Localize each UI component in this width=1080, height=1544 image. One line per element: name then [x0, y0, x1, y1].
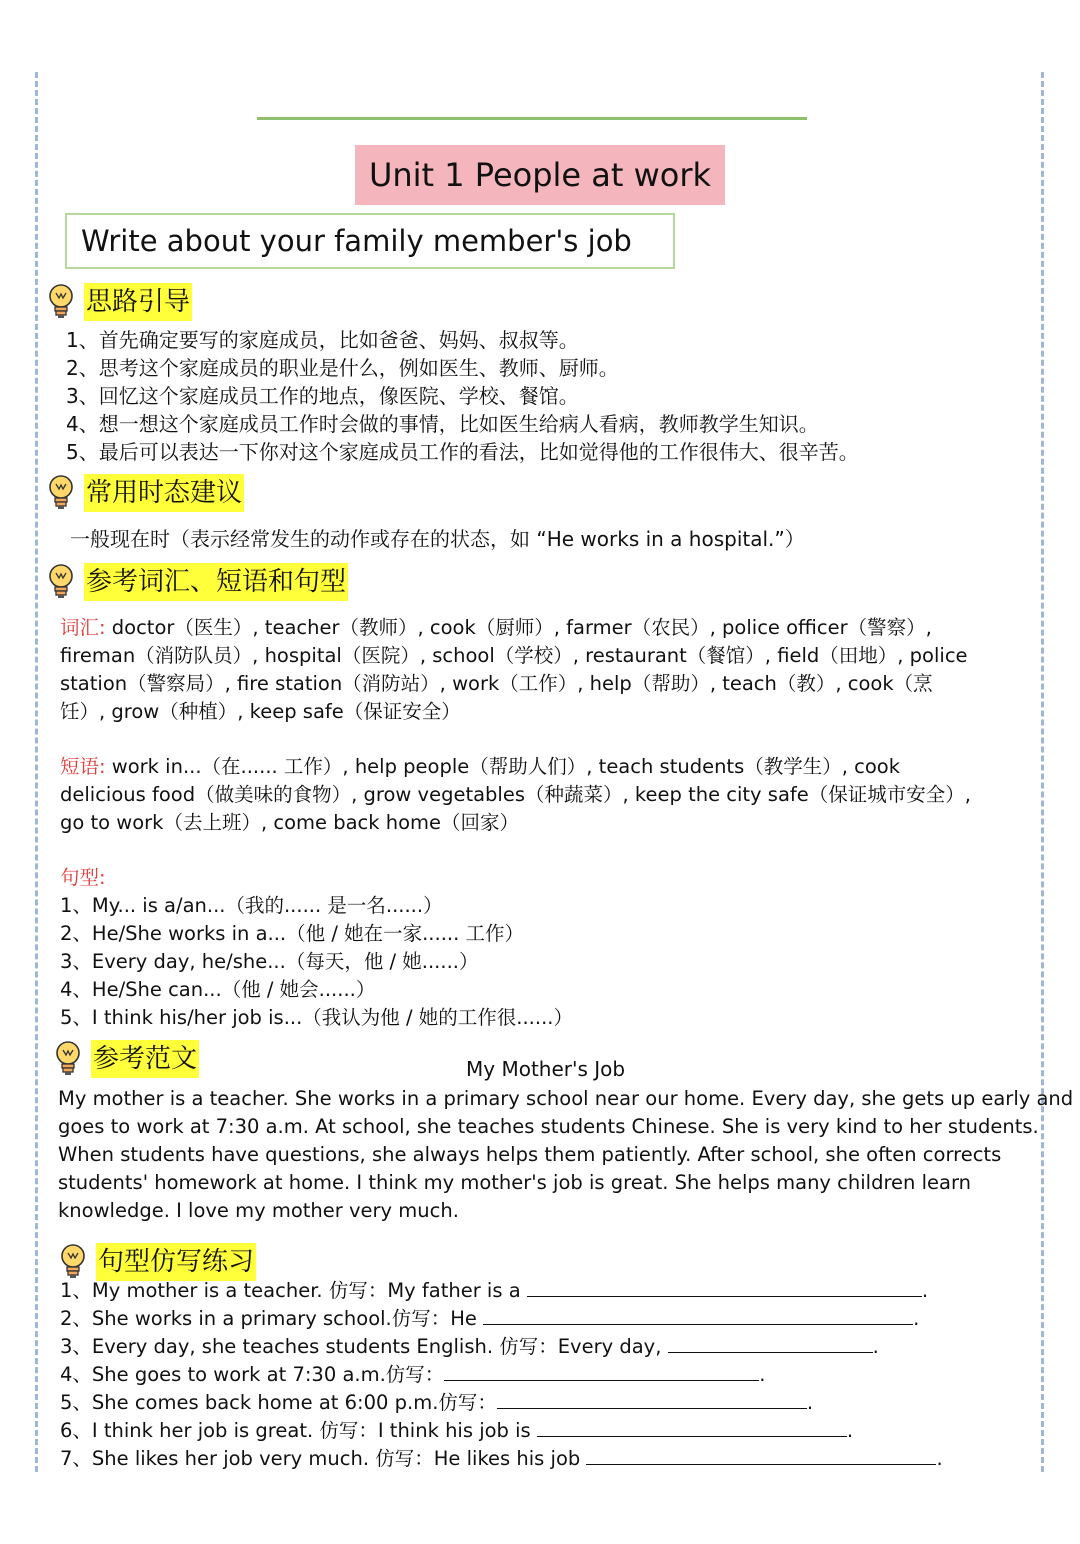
section-practice-heading: [58, 1243, 256, 1281]
exercise-end: .: [846, 1419, 854, 1442]
essay-line: goes to work at 7:30 a.m. At school, she teaches students Chinese. She is very kind to her students.: [58, 1115, 1039, 1138]
exercise-end: .: [913, 1307, 920, 1330]
tense-text: 一般现在时（表示经常发生的动作或存在的状态，如 “He works in a hospital.”）: [70, 527, 805, 551]
vocab-line: station（警察局）, fire station（消防站）, work（工作）, help（帮助）, teach（教）, cook（烹: [60, 672, 933, 695]
lightbulb-icon: [53, 1040, 83, 1078]
exercise-prompt: 2、She works in a primary school.仿写：He: [60, 1307, 484, 1330]
section-heading-text: 常用时态建议: [84, 474, 244, 512]
phrase-line: delicious food（做美味的食物）, grow vegetables（种蔬菜）, keep the city safe（保证城市安全）,: [60, 783, 971, 806]
exercise-end: .: [759, 1363, 766, 1386]
vocabulary-block: [60, 614, 968, 726]
exercise-row: [60, 1417, 943, 1445]
exercise-prompt: 6、I think her job is great. 仿写：I think his job is: [60, 1419, 537, 1442]
pattern-item: 2、He/She works in a...（他 / 她在一家...... 工作）: [60, 922, 524, 945]
pattern-item: 4、He/She can...（他 / 她会......）: [60, 978, 376, 1001]
thinking-guide-list: [66, 326, 859, 466]
exercise-end: .: [936, 1447, 943, 1470]
lightbulb-icon: [58, 1243, 88, 1281]
sample-essay: [58, 1085, 1073, 1225]
task-title: Write about your family member's job: [65, 213, 675, 269]
exercise-end: .: [872, 1335, 879, 1358]
section-heading-text: 思路引导: [84, 283, 192, 321]
section-sample-essay-heading: [53, 1040, 199, 1078]
exercise-row: [60, 1389, 943, 1417]
essay-line: students' homework at home. I think my mother's job is great. She helps many children learn: [58, 1171, 971, 1194]
top-green-rule: [257, 117, 807, 120]
phrase-line: work in...（在...... 工作）, help people（帮助人们）, teach students（教学生）, cook: [105, 755, 901, 778]
unit-title: Unit 1 People at work: [355, 145, 725, 205]
phrase-line: go to work（去上班）, come back home（回家）: [60, 811, 520, 834]
list-item: 4、想一想这个家庭成员工作时会做的事情，比如医生给病人看病，教师教学生知识。: [66, 412, 819, 436]
list-item: 3、回忆这个家庭成员工作的地点，像医院、学校、餐馆。: [66, 384, 579, 408]
pattern-label: 句型:: [60, 866, 106, 889]
answer-blank[interactable]: [527, 1278, 922, 1297]
exercise-end: .: [806, 1391, 814, 1414]
answer-blank[interactable]: [444, 1362, 759, 1381]
exercise-row: [60, 1305, 943, 1333]
section-heading-text: 句型仿写练习: [96, 1243, 256, 1281]
answer-blank[interactable]: [497, 1390, 807, 1409]
vocab-line: fireman（消防队员）, hospital（医院）, school（学校）, restaurant（餐馆）, field（田地）, police: [60, 644, 968, 667]
patterns-block: [60, 864, 573, 1032]
phrase-label: 短语:: [60, 755, 106, 778]
exercise-row: [60, 1277, 943, 1305]
right-dashed-border: [1041, 72, 1044, 1472]
phrases-block: [60, 753, 971, 837]
pattern-item: 1、My... is a/an...（我的...... 是一名......）: [60, 894, 443, 917]
essay-line: When students have questions, she always helps them patiently. After school, she often corrects: [58, 1143, 1002, 1166]
left-dashed-border: [35, 72, 38, 1472]
list-item: 5、最后可以表达一下你对这个家庭成员工作的看法，比如觉得他的工作很伟大、很辛苦。: [66, 440, 859, 464]
pattern-item: 5、I think his/her job is...（我认为他 / 她的工作很......）: [60, 1006, 573, 1029]
answer-blank[interactable]: [668, 1334, 873, 1353]
exercise-prompt: 4、She goes to work at 7:30 a.m.仿写：: [60, 1363, 445, 1386]
answer-blank[interactable]: [483, 1306, 913, 1325]
exercise-row: [60, 1445, 943, 1473]
section-tense-heading: [46, 474, 244, 512]
lightbulb-icon: [46, 563, 76, 601]
section-vocab-heading: [46, 563, 348, 601]
section-thinking-guide-heading: [46, 283, 192, 321]
essay-line: My mother is a teacher. She works in a primary school near our home. Every day, she gets up early and: [58, 1087, 1074, 1110]
pattern-item: 3、Every day, he/she...（每天，他 / 她......）: [60, 950, 479, 973]
exercise-row: [60, 1361, 943, 1389]
lightbulb-icon: [46, 283, 76, 321]
vocab-line: doctor（医生）, teacher（教师）, cook（厨师）, farmer（农民）, police officer（警察）,: [105, 616, 932, 639]
vocab-line: 饪）, grow（种植）, keep safe（保证安全）: [60, 700, 461, 723]
answer-blank[interactable]: [586, 1446, 936, 1465]
exercise-end: .: [921, 1279, 929, 1302]
essay-line: knowledge. I love my mother very much.: [58, 1199, 459, 1222]
exercise-prompt: 1、My mother is a teacher. 仿写：My father is a: [60, 1279, 527, 1302]
exercise-prompt: 5、She comes back home at 6:00 p.m.仿写：: [60, 1391, 497, 1414]
lightbulb-icon: [46, 474, 76, 512]
tense-suggestion: [70, 525, 805, 553]
exercise-prompt: 3、Every day, she teaches students English. 仿写：Every day,: [60, 1335, 668, 1358]
section-heading-text: 参考词汇、短语和句型: [84, 563, 348, 601]
practice-exercises: [60, 1277, 943, 1473]
list-item: 2、思考这个家庭成员的职业是什么，例如医生、教师、厨师。: [66, 356, 619, 380]
section-heading-text: 参考范文: [91, 1040, 199, 1078]
essay-title: My Mother's Job: [466, 1057, 626, 1081]
exercise-prompt: 7、She likes her job very much. 仿写：He likes his job: [60, 1447, 587, 1470]
exercise-row: [60, 1333, 943, 1361]
list-item: 1、首先确定要写的家庭成员，比如爸爸、妈妈、叔叔等。: [66, 328, 579, 352]
vocab-label: 词汇:: [60, 616, 106, 639]
answer-blank[interactable]: [537, 1418, 847, 1437]
